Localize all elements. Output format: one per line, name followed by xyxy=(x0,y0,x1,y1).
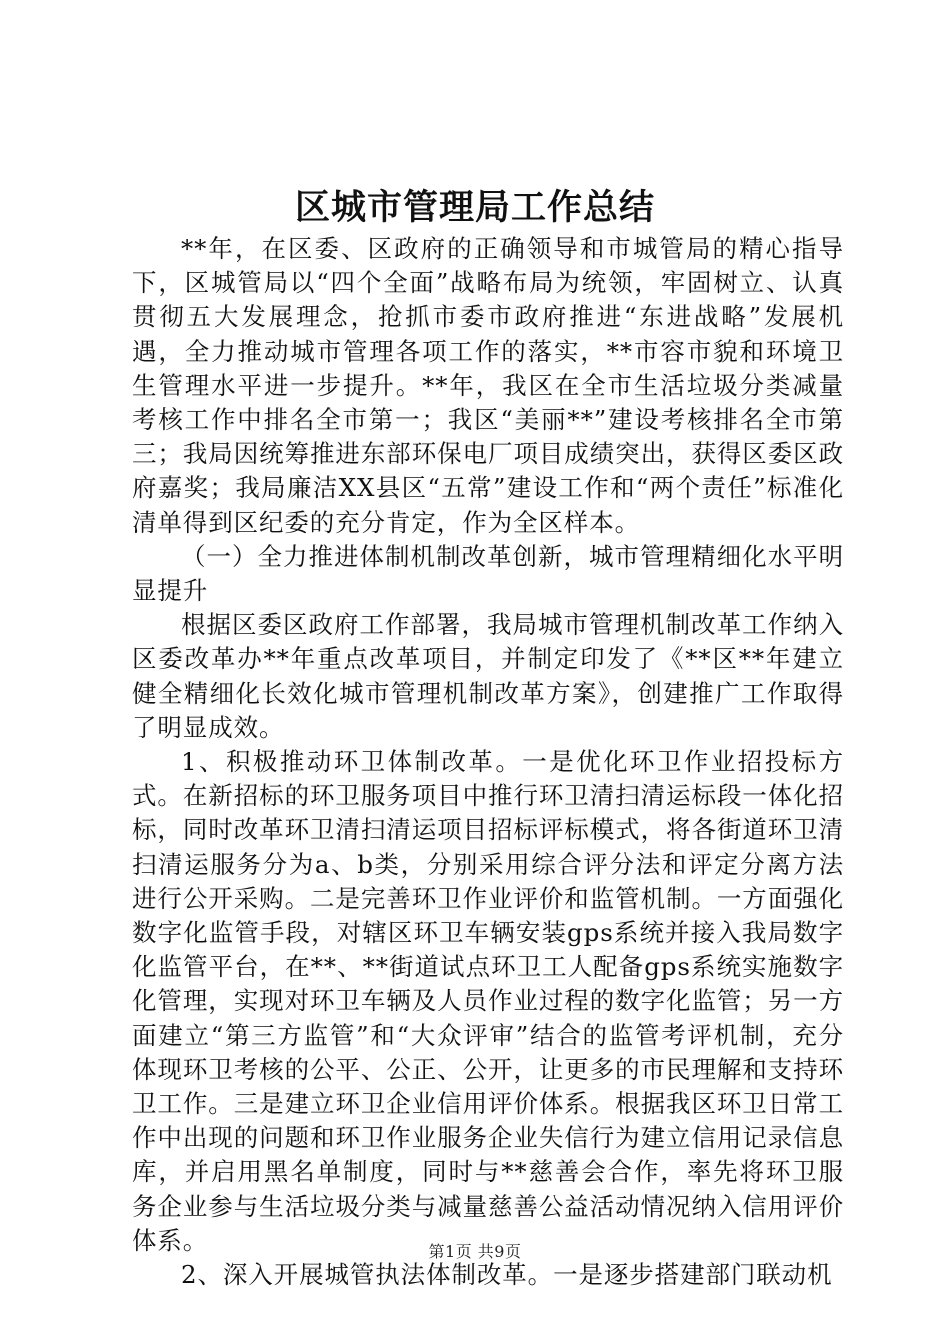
paragraph-intro: **年，在区委、区政府的正确领导和市城管局的精心指导下，区城管局以“四个全面”战略布局为统领，牢固树立、认真贯彻五大发展理念，抢抓市委市政府推进“东进战略”发展机遇，全力推动城市管理各项工作的落实，**市容市貌和环境卫生管理水平进一步提升。**年，我区在全市生活垃圾分类减量考核工作中排名全市第一；我区“美丽**”建设考核排名全市第三；我局因统筹推进东部环保电厂项目成绩突出，获得区委区政府嘉奖；我局廉洁XX县区“五常”建设工作和“两个责任”标准化清单得到区纪委的充分肯定，作为全区样本。 xyxy=(132,234,844,537)
page-number-footer: 第1页 共9页 xyxy=(428,1242,522,1261)
section-heading-1: （一）全力推进体制机制改革创新，城市管理精细化水平明显提升 xyxy=(132,541,844,606)
paragraph-section-1-intro: 根据区委区政府工作部署，我局城市管理机制改革工作纳入区委改革办**年重点改革项目，并制定印发了《**区**年建立健全精细化长效化城市管理机制改革方案》，创建推广工作取得了明显成效。 xyxy=(132,610,844,742)
document-title: 区城市管理局工作总结 xyxy=(294,187,655,228)
paragraph-item-1: 1、积极推动环卫体制改革。一是优化环卫作业招投标方式。在新招标的环卫服务项目中推行环卫清扫清运标段一体化招标，同时改革环卫清扫清运项目招标评标模式，将各街道环卫清扫清运服务分为a、b类，分别采用综合评分法和评定分离方法进行公开采购。二是完善环卫作业评价和监管机制。一方面强化数字化监管手段，对辖区环卫车辆安装gps系统并接入我局数字化监管平台，在**、**街道试点环卫工人配备gps系统实施数字化管理，实现对环卫车辆及人员作业过程的数字化监管；另一方面建立“第三方监管”和“大众评审”结合的监管考评机制，充分体现环卫考核的公平、公正、公开，让更多的市民理解和支持环卫工作。三是建立环卫企业信用评价体系。根据我区环卫日常工作中出现的问题和环卫作业服务企业失信行为建立信用记录信息库，并启用黑名单制度，同时与**慈善会合作，率先将环卫服务企业参与生活垃圾分类与减量慈善公益活动情况纳入信用评价体系。 xyxy=(132,747,844,1255)
paragraph-item-2: 2、深入开展城管执法体制改革。一是逐步搭建部门联动机 xyxy=(181,1260,833,1290)
document-body xyxy=(132,232,844,1292)
